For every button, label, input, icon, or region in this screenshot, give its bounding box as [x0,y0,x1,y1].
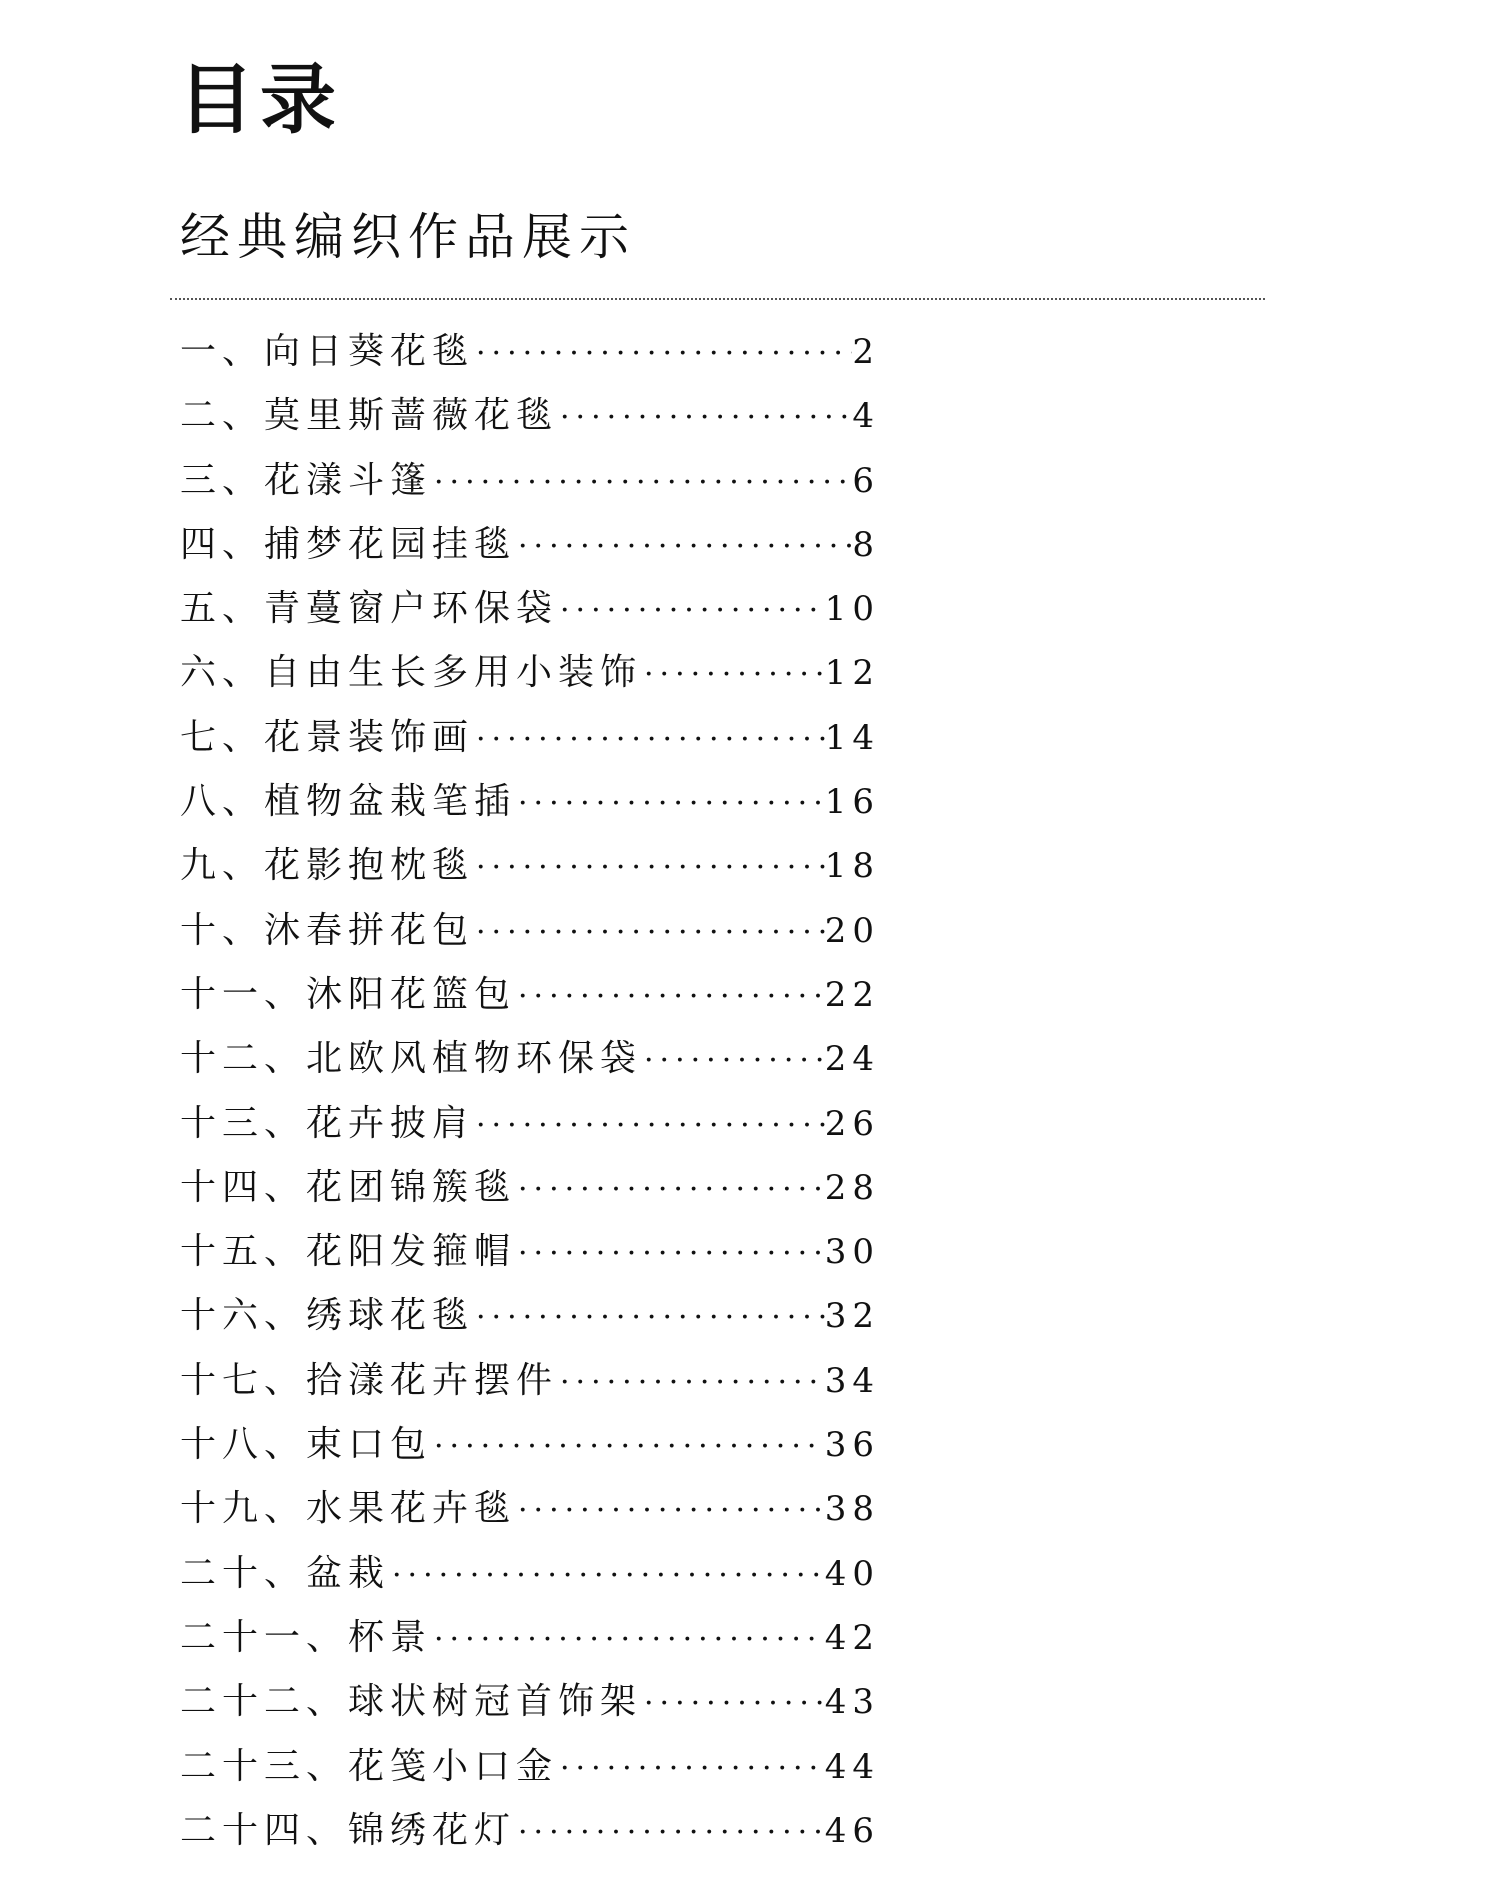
toc-page-number: 40 [824,1553,880,1594]
toc-entry-title: 二十三、花笺小口金 [180,1745,559,1787]
toc-dot-leader [558,1737,825,1801]
toc-dot-leader [432,1608,825,1672]
toc-page-number: 12 [824,653,880,694]
toc-entry[interactable] [180,770,880,834]
toc-dot-leader [516,1801,825,1865]
toc-dot-leader [516,1479,825,1543]
toc-entry[interactable] [180,577,880,641]
toc-entry-title: 十五、花阳发箍帽 [180,1231,517,1273]
toc-entry[interactable] [180,1349,880,1413]
dotted-divider [170,298,1265,300]
toc-dot-leader [390,1544,825,1608]
toc-entry[interactable] [180,1477,880,1541]
toc-entry[interactable] [180,963,880,1027]
toc-page-number: 22 [824,974,880,1015]
toc-dot-leader [474,322,852,386]
toc-page-number: 28 [824,1167,880,1208]
table-of-contents [180,320,880,1863]
toc-page-number: 14 [824,717,880,758]
toc-page-number: 42 [824,1617,880,1658]
toc-page-number: 30 [824,1232,880,1273]
toc-dot-leader [516,1222,825,1286]
toc-entry[interactable] [180,320,880,384]
toc-entry-title: 九、花影抱枕毯 [180,845,475,887]
toc-dot-leader [474,708,825,772]
toc-dot-leader [432,1415,825,1479]
toc-entry[interactable] [180,1220,880,1284]
toc-entry-title: 八、植物盆栽笔插 [180,781,517,823]
toc-entry[interactable] [180,641,880,705]
toc-entry-title: 二十、盆栽 [180,1552,391,1594]
toc-entry-title: 二十二、球状树冠首饰架 [180,1681,643,1723]
toc-entry-title: 六、自由生长多用小装饰 [180,652,643,694]
toc-dot-leader [474,901,825,965]
toc-page-number: 8 [852,524,880,565]
toc-entry[interactable] [180,449,880,513]
toc-dot-leader [558,1351,825,1415]
toc-page-number: 10 [824,589,880,630]
toc-dot-leader [558,386,852,450]
toc-page-number: 44 [824,1746,880,1787]
toc-entry-title: 三、花漾斗篷 [180,459,433,501]
toc-entry-title: 十六、绣球花毯 [180,1295,475,1337]
toc-entry-title: 十七、拾漾花卉摆件 [180,1359,559,1401]
toc-entry-title: 七、花景装饰画 [180,716,475,758]
toc-entry[interactable] [180,1542,880,1606]
toc-dot-leader [432,451,852,515]
toc-dot-leader [474,1094,825,1158]
toc-entry[interactable] [180,1284,880,1348]
toc-entry-title: 十三、花卉披肩 [180,1102,475,1144]
toc-page-number: 20 [824,910,880,951]
toc-page-number: 6 [852,460,880,501]
toc-entry[interactable] [180,1735,880,1799]
toc-entry[interactable] [180,834,880,898]
toc-entry[interactable] [180,384,880,448]
toc-page-number: 32 [824,1296,880,1337]
toc-entry-title: 十二、北欧风植物环保袋 [180,1038,643,1080]
toc-entry[interactable] [180,1092,880,1156]
toc-entry[interactable] [180,1027,880,1091]
toc-page-number: 26 [824,1103,880,1144]
toc-entry-title: 一、向日葵花毯 [180,331,475,372]
toc-dot-leader [474,1286,825,1350]
toc-entry[interactable] [180,1606,880,1670]
toc-page-number: 18 [824,846,880,887]
toc-entry[interactable] [180,513,880,577]
toc-page-number: 4 [852,396,880,437]
toc-entry-title: 五、青蔓窗户环保袋 [180,588,559,630]
toc-dot-leader [516,965,825,1029]
toc-dot-leader [558,579,825,643]
toc-dot-leader [516,515,852,579]
toc-entry-title: 十、沐春拼花包 [180,909,475,951]
toc-entry[interactable] [180,1670,880,1734]
toc-page-number: 46 [824,1810,880,1851]
toc-page-number: 16 [824,782,880,823]
toc-entry-title: 十九、水果花卉毯 [180,1488,517,1530]
section-title: 经典编织作品展示 [180,208,636,266]
toc-entry[interactable] [180,1413,880,1477]
toc-entry-title: 二十一、杯景 [180,1616,433,1658]
toc-dot-leader [642,643,825,707]
toc-page-number: 43 [824,1682,880,1723]
toc-dot-leader [516,1158,825,1222]
toc-dot-leader [474,836,825,900]
toc-entry-title: 二、莫里斯蔷薇花毯 [180,395,559,437]
toc-dot-leader [642,1672,825,1736]
toc-entry-title: 十四、花团锦簇毯 [180,1166,517,1208]
toc-page-number: 38 [824,1489,880,1530]
toc-dot-leader [642,1029,825,1093]
toc-entry[interactable] [180,1799,880,1863]
page-title: 目录 [178,55,342,144]
toc-page-number: 24 [824,1039,880,1080]
toc-entry-title: 二十四、锦绣花灯 [180,1809,517,1851]
toc-dot-leader [516,772,825,836]
toc-entry[interactable] [180,899,880,963]
toc-entry[interactable] [180,706,880,770]
toc-page-number: 2 [852,332,880,372]
toc-entry-title: 十八、束口包 [180,1424,433,1466]
toc-entry[interactable] [180,1156,880,1220]
toc-page-number: 34 [824,1360,880,1401]
toc-page-number: 36 [824,1425,880,1466]
toc-entry-title: 四、捕梦花园挂毯 [180,523,517,565]
toc-entry-title: 十一、沐阳花篮包 [180,973,517,1015]
